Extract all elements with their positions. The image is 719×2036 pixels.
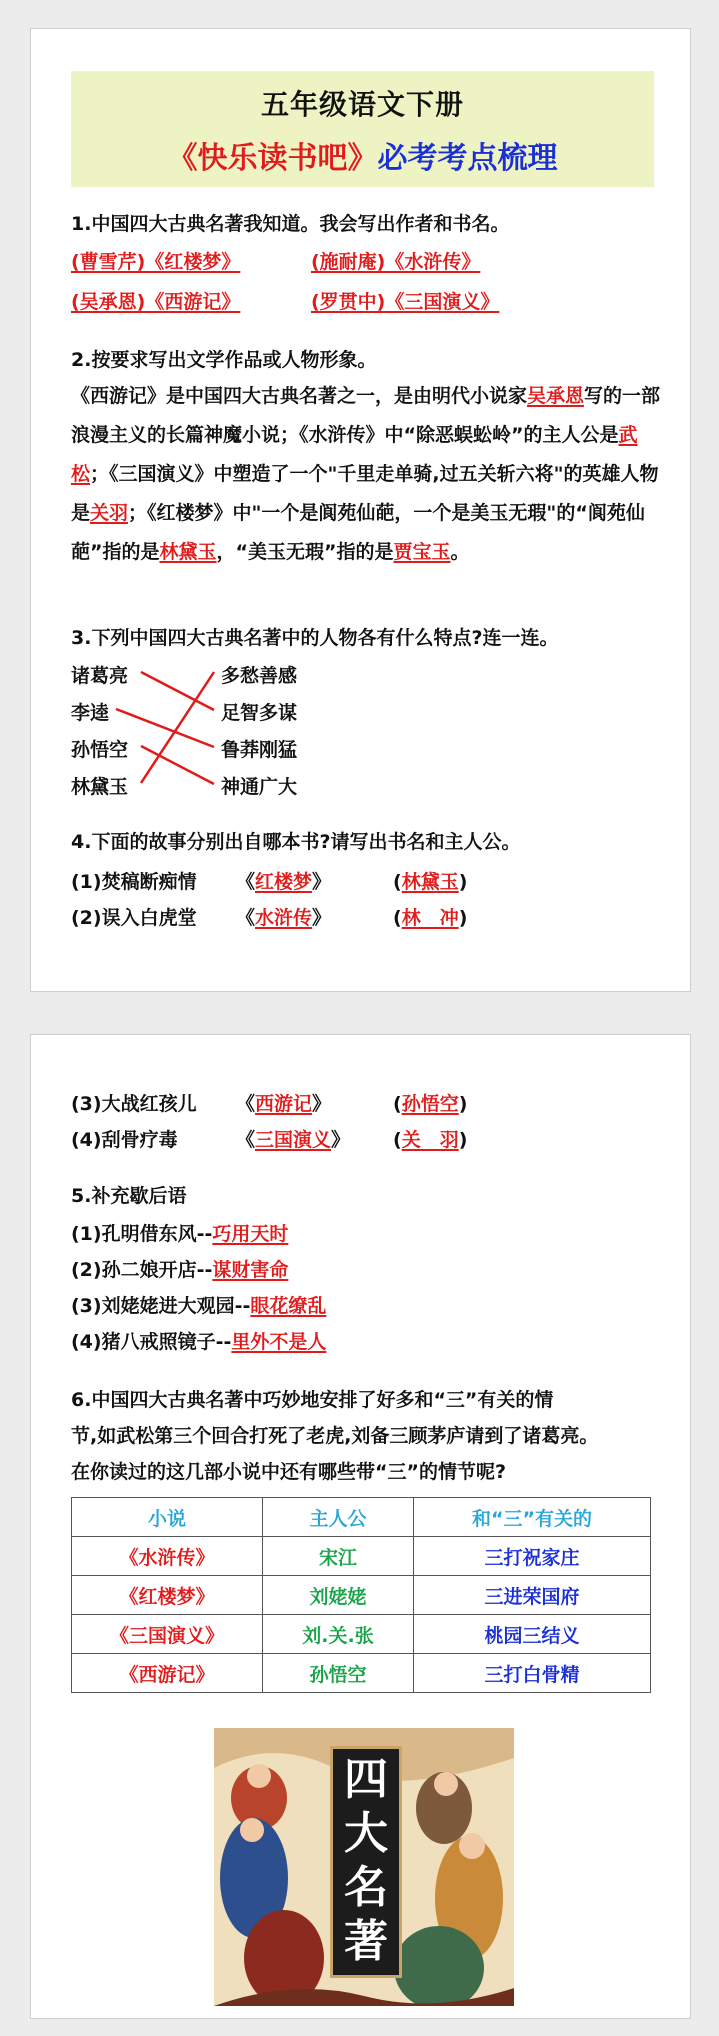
match-line [116, 709, 214, 747]
q6-line: 6.中国四大古典名著中巧妙地安排了好多和“三”有关的情 [71, 1389, 554, 1411]
q2-answer: 林黛玉 [159, 541, 217, 563]
q2-answer: 武松 [71, 424, 638, 485]
q2-answer: 吴承恩 [527, 385, 585, 407]
q6-table [71, 1497, 651, 1693]
q2-text: 《西游记》是中国四大古典名著之一，是由明代小说家 [71, 385, 528, 407]
q5-question: (4)猪八戒照镜子-- [71, 1331, 232, 1353]
q5-item [71, 1291, 326, 1318]
q3-right-item: 鲁莽刚猛 [221, 739, 298, 761]
q3-right-item: 足智多谋 [221, 702, 298, 724]
title-line-1: 五年级语文下册 [260, 88, 464, 121]
cover-title-char: 大 [344, 1808, 388, 1859]
q4-hero-answer: 林黛玉 [401, 871, 459, 893]
q4-book: 《红楼梦》 [236, 871, 332, 893]
q1-answer: (曹雪芹)《红楼梦》 [71, 251, 241, 273]
table-cell: 三打白骨精 [414, 1654, 651, 1693]
q4-hero-answer: 关 羽 [401, 1129, 459, 1151]
table-cell: 宋江 [263, 1537, 414, 1576]
q4-hero: (孙悟空) [393, 1093, 468, 1115]
q4-story: (2)误入白虎堂 [71, 907, 197, 929]
q4-book: 《水浒传》 [236, 907, 332, 929]
q4-story: (4)刮骨疗毒 [71, 1129, 178, 1151]
q3-left-item: 诸葛亮 [71, 665, 129, 687]
q6-line: 在你读过的这几部小说中还有哪些带“三”的情节呢? [71, 1461, 506, 1483]
table-row [72, 1576, 651, 1615]
table-header-row [72, 1498, 651, 1537]
q4-book-answer: 三国演义 [255, 1129, 332, 1151]
q4-book: 《三国演义》 [236, 1129, 351, 1151]
title-subtitle: 必考考点梳理 [377, 141, 558, 176]
q4-story: (3)大战红孩儿 [71, 1093, 197, 1115]
table-cell: 三进荣国府 [414, 1576, 651, 1615]
table-cell: 《红楼梦》 [72, 1576, 263, 1615]
q4-hero: (林 冲) [393, 907, 468, 929]
match-line [141, 672, 214, 710]
table-header: 主人公 [263, 1498, 414, 1537]
q4-hero-answer: 林 冲 [401, 907, 459, 929]
q4-book: 《西游记》 [236, 1093, 332, 1115]
worksheet-card-2 [30, 1034, 691, 2019]
q5-question: (2)孙二娘开店-- [71, 1259, 213, 1281]
q2-title: 2.按要求写出文学作品或人物形象。 [71, 349, 377, 371]
q2-text: ；《三国演义》中塑造了一个"千里走单骑,过五关斩六将"的英雄人物是 [71, 463, 659, 524]
table-cell: 三打祝家庄 [414, 1537, 651, 1576]
q2-text: ，“美玉无瑕”指的是 [216, 541, 394, 563]
q5-answer: 巧用天时 [212, 1223, 289, 1245]
q1-answer: (施耐庵)《水浒传》 [311, 251, 481, 273]
q2-answer: 贾宝玉 [393, 541, 451, 563]
table-header: 小说 [72, 1498, 263, 1537]
table-cell: 孙悟空 [263, 1654, 414, 1693]
q4-book-answer: 西游记 [255, 1093, 313, 1115]
title-book-name: 《快乐读书吧》 [167, 141, 378, 176]
q5-answer: 眼花缭乱 [250, 1295, 327, 1317]
q5-title: 5.补充歇后语 [71, 1185, 187, 1207]
q4-book-answer: 红楼梦 [255, 871, 313, 893]
q2-text: 写的一部浪漫主义的长篇神魔小说；《水浒传》中“除恶蜈蚣岭”的主人公是 [71, 385, 661, 446]
q3-right-item: 神通广大 [221, 776, 298, 798]
q2-text: 。 [450, 541, 470, 563]
table-header: 和“三”有关的 [414, 1498, 651, 1537]
q5-question: (3)刘姥姥进大观园-- [71, 1295, 251, 1317]
q5-item [71, 1219, 288, 1246]
table-cell: 《三国演义》 [72, 1615, 263, 1654]
q2-answer: 关羽 [90, 502, 129, 524]
table-cell: 桃园三结义 [414, 1615, 651, 1654]
q5-item [71, 1327, 326, 1354]
q4-book-answer: 水浒传 [255, 907, 313, 929]
q5-answer: 里外不是人 [231, 1331, 327, 1353]
q1-title: 1.中国四大古典名著我知道。我会写出作者和书名。 [71, 213, 510, 235]
q4-story: (1)焚稿断痴情 [71, 871, 197, 893]
q4-hero: (关 羽) [393, 1129, 468, 1151]
table-row [72, 1654, 651, 1693]
table-row [72, 1615, 651, 1654]
q6-line: 节,如武松第三个回合打死了老虎,刘备三顾茅庐请到了诸葛亮。 [71, 1425, 599, 1447]
q1-answer: (吴承恩)《西游记》 [71, 291, 241, 313]
q3-title: 3.下列中国四大古典名著中的人物各有什么特点?连一连。 [71, 627, 559, 649]
q4-hero-answer: 孙悟空 [401, 1093, 459, 1115]
q3-matching-lines [31, 29, 692, 829]
table-row [72, 1537, 651, 1576]
table-cell: 《水浒传》 [72, 1537, 263, 1576]
table-cell: 刘.关.张 [263, 1615, 414, 1654]
q3-right-item: 多愁善感 [221, 665, 298, 687]
q2-text: ；《红楼梦》中"一个是阆苑仙葩，一个是美玉无瑕"的“阆苑仙葩”指的是 [71, 502, 645, 563]
q3-left-item: 孙悟空 [71, 739, 129, 761]
q3-left-item: 林黛玉 [71, 776, 129, 798]
cover-title-char: 名 [344, 1862, 388, 1913]
q4-hero: (林黛玉) [393, 871, 468, 893]
q1-answer: (罗贯中)《三国演义》 [311, 291, 500, 313]
q5-answer: 谋财害命 [212, 1259, 289, 1281]
q4-title: 4.下面的故事分别出自哪本书?请写出书名和主人公。 [71, 831, 521, 853]
table-cell: 刘姥姥 [263, 1576, 414, 1615]
worksheet-card-1 [30, 28, 691, 992]
q5-question: (1)孔明借东风-- [71, 1223, 213, 1245]
q5-item [71, 1255, 288, 1282]
table-cell: 《西游记》 [72, 1654, 263, 1693]
q3-left-item: 李逵 [71, 702, 110, 724]
cover-title-char: 四 [344, 1754, 388, 1805]
cover-title-char: 著 [344, 1916, 388, 1967]
cover-title-plaque [330, 1746, 402, 1978]
book-cover-image [214, 1728, 514, 2006]
